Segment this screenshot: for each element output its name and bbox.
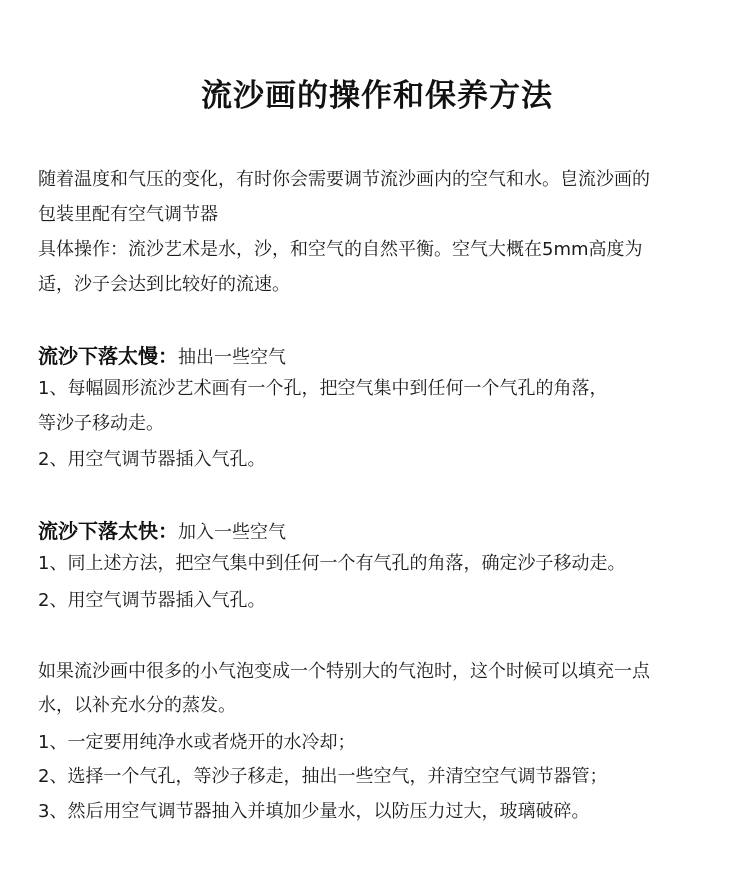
slow-line-3: 2、用空气调节器插入气孔。 [38,449,266,470]
page-title: 流沙画的操作和保养方法 [201,78,553,114]
slow-line-1: 1、每幅圆形流沙艺术画有一个孔，把空气集中到任何一个气孔的角落， [38,378,608,399]
fast-heading-label: 流沙下落太快： [38,519,178,543]
intro-line-3: 具体操作：流沙艺术是水，沙，和空气的自然平衡。空气大概在5mm高度为 [38,239,643,260]
intro-line-1: 随着温度和气压的变化，有时你会需要调节流沙画内的空气和水。皀流沙画的 [38,169,650,190]
fast-line-2: 2、用空气调节器插入气孔。 [38,590,266,611]
bubble-line-3: 1、一定要用纯净水或者烧开的水冷却； [38,732,356,753]
intro-line-2: 包装里配有空气调节器 [38,204,218,225]
slow-heading-action: 抽出一些空气 [178,347,286,368]
bubble-line-2: 水，以补充水分的蒸发。 [38,695,236,716]
fast-section-heading [38,518,286,546]
bubble-line-1: 如果流沙画中很多的小气泡变成一个特别大的气泡时，这个时候可以填充一点 [38,661,650,682]
fast-heading-action: 加入一些空气 [178,522,286,543]
intro-line-4: 适，沙子会达到比较好的流速。 [38,274,290,295]
slow-line-2: 等沙子移动走。 [38,413,164,434]
bubble-line-5: 3、然后用空气调节器抽入并填加少量水，以防压力过大，玻璃破碎。 [38,801,590,822]
slow-heading-label: 流沙下落太慢： [38,344,178,368]
bubble-line-4: 2、选择一个气孔，等沙子移走，抽出一些空气，并清空空气调节器管； [38,766,608,787]
slow-section-heading [38,343,286,371]
fast-line-1: 1、同上述方法，把空气集中到任何一个有气孔的角落，确定沙子移动走。 [38,553,626,574]
